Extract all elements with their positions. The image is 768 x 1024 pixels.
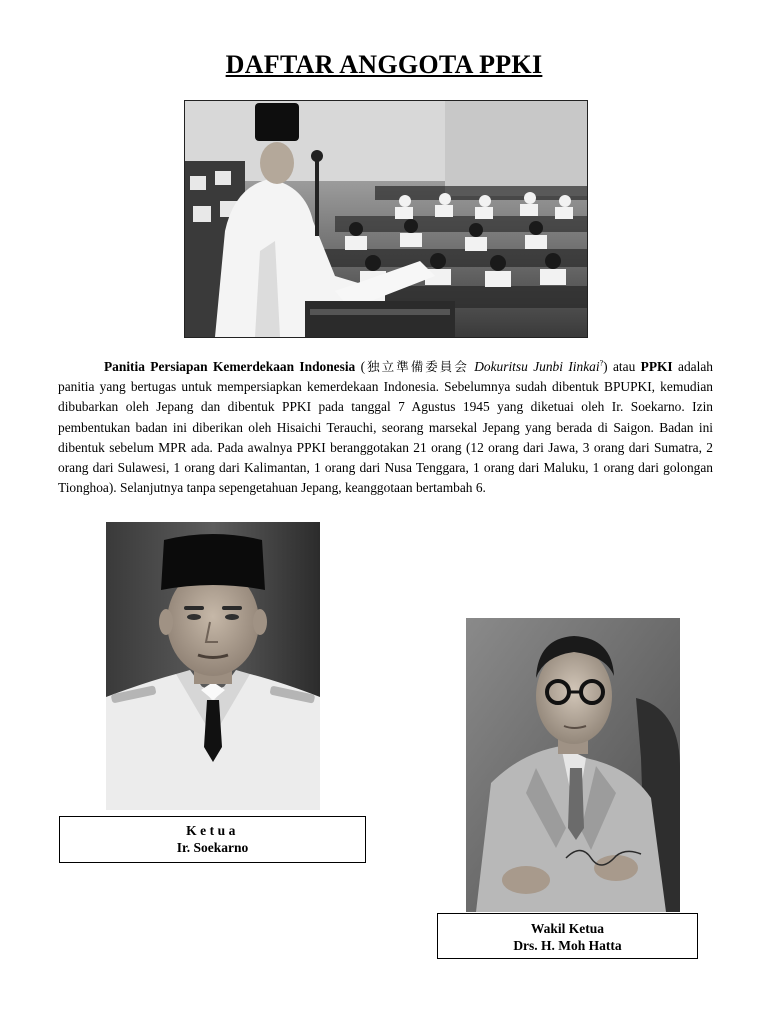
wakil-role: Wakil Ketua xyxy=(530,921,605,936)
ketua-caption xyxy=(59,816,366,863)
ketua-name: Ir. Soekarno xyxy=(176,840,249,855)
ppki-abbreviation: PPKI xyxy=(640,359,673,374)
japanese-name: 独立準備委員会 xyxy=(365,359,469,374)
session-photo-image xyxy=(185,101,587,337)
romanized-name: Dokuritsu Junbi Iinkai xyxy=(474,359,600,374)
ppki-session-photo xyxy=(184,100,588,338)
intro-paragraph: Panitia Persiapan Kemerdekaan Indonesia (独立準備委員会 Dokuritsu Junbi Iinkai?) atau PPKI adalah panitia yang bertugas untuk mempersiapkan kemerdekaan Indonesia. Sebelumnya sudah dibentuk BPUPKI, kemudian dibubarkan oleh Jepang dan dibentuk PPKI pada tanggal 7 Agustus 1945 yang diketuai oleh Ir. Soekarno. Izin pembentukan badan ini diberikan oleh Hisaichi Terauchi, seorang marsekal Jepang yang berada di Saigon. Badan ini dibentuk sebelum MPR ada. Pada awalnya PPKI beranggotakan 21 orang (12 orang dari Jawa, 3 orang dari Sumatra, 2 orang dari Sulawesi, 1 orang dari Kalimantan, 1 orang dari Nusa Tenggara, 1 orang dari Maluku, 1 orang dari golongan Tionghoa). Selanjutnya tanpa sepengetahuan Jepang, keanggotaan bertambah 6. xyxy=(58,358,713,496)
wakil-caption xyxy=(437,913,698,959)
hatta-portrait-image xyxy=(466,618,680,912)
soekarno-portrait xyxy=(106,522,320,810)
ppki-full-name: Panitia Persiapan Kemerdekaan Indonesia xyxy=(104,359,356,374)
paragraph-body: adalah panitia yang bertugas untuk mempersiapkan kemerdekaan Indonesia. Sebelumnya sudah dibentuk BPUPKI, kemudian dibubarkan oleh Jepang dan dibentuk PPKI pada tanggal 7 Agustus 1945 yang diketuai oleh Ir. Soekarno. Izin pembentukan badan ini diberikan oleh Hisaichi Terauchi, seorang marsekal Jepang yang berada di Saigon. Badan ini dibentuk sebelum MPR ada. Pada awalnya PPKI beranggotakan 21 orang (12 orang dari Jawa, 3 orang dari Sumatra, 2 orang dari Sulawesi, 1 orang dari Kalimantan, 1 orang dari Nusa Tenggara, 1 orang dari Maluku, 1 orang dari golongan Tionghoa). Selanjutnya tanpa sepengetahuan Jepang, keanggotaan bertambah 6. xyxy=(58,359,713,496)
footnote-marker: ? xyxy=(599,358,604,368)
wakil-name: Drs. H. Moh Hatta xyxy=(513,938,622,953)
soekarno-portrait-image xyxy=(106,522,320,810)
page-title: DAFTAR ANGGOTA PPKI xyxy=(225,50,543,79)
hatta-portrait xyxy=(466,618,680,912)
ketua-role: Ketua xyxy=(186,823,239,838)
